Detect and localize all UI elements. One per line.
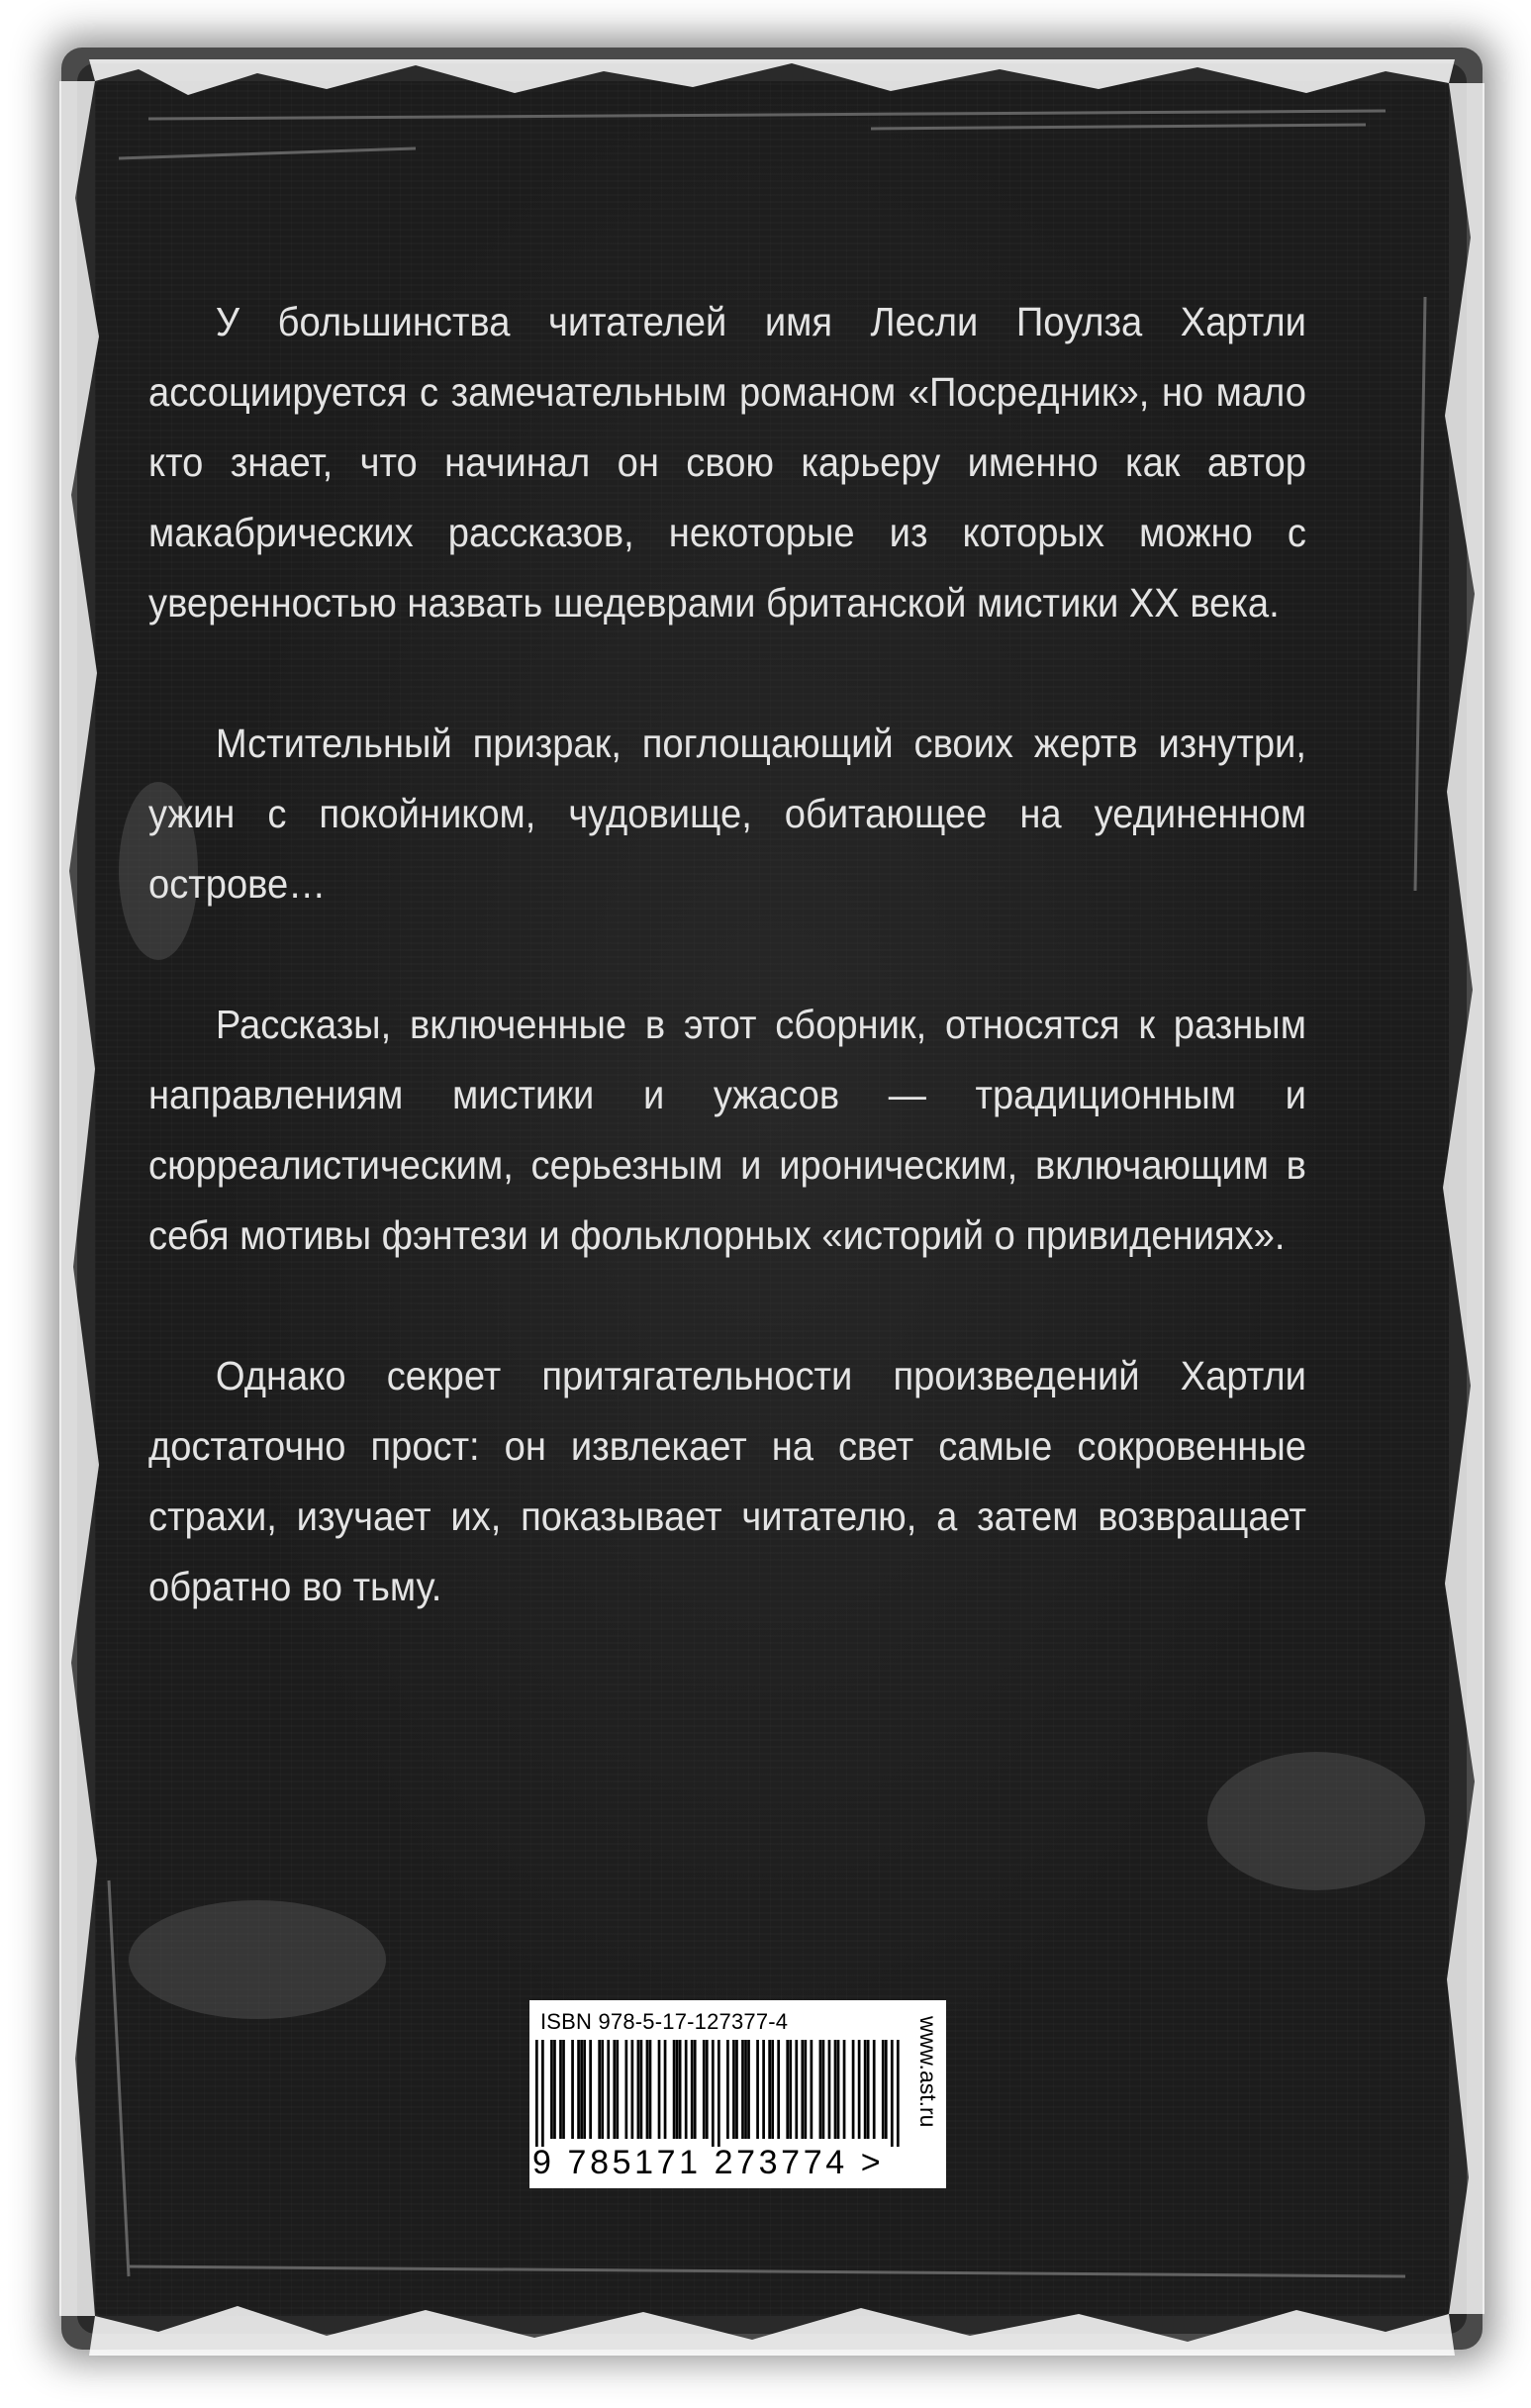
barcode-bars — [535, 2040, 900, 2147]
barcode-bar — [777, 2040, 780, 2139]
blurb-paragraph-1: У большинства читателей имя Лесли Поулза Хартли ассоциируется с замечательным романом «Посредник», но мало кто знает, что начинал он свою карьеру именно как автор макабрических рассказов, некоторые из которых можно с уверенностью назвать шедеврами британской мистики XX века. — [148, 299, 1306, 626]
barcode-bar — [624, 2040, 627, 2139]
ean-digits: 9 785171 273774 > — [532, 2144, 885, 2181]
barcode-bar — [852, 2040, 855, 2139]
barcode-bar — [897, 2040, 900, 2147]
barcode-bar — [744, 2040, 747, 2139]
barcode-bar — [873, 2040, 876, 2139]
barcode-bar — [640, 2040, 643, 2139]
isbn-barcode-block — [529, 2000, 946, 2188]
barcode-bar — [834, 2040, 837, 2139]
barcode-bar — [691, 2040, 694, 2139]
barcode-bar — [577, 2040, 580, 2139]
barcode-bar — [553, 2040, 556, 2139]
barcode-bar — [589, 2040, 592, 2139]
barcode-bar — [607, 2040, 610, 2139]
barcode-bar — [828, 2040, 831, 2139]
barcode-bar — [658, 2040, 661, 2139]
barcode-bar — [726, 2040, 729, 2139]
barcode-bar — [811, 2040, 813, 2139]
barcode-bar — [685, 2040, 688, 2139]
barcode-bar — [541, 2040, 544, 2147]
barcode-bar — [706, 2040, 709, 2139]
barcode-bar — [613, 2040, 616, 2139]
barcode-bar — [562, 2040, 565, 2139]
barcode-bar — [703, 2040, 706, 2139]
barcode-bar — [747, 2040, 750, 2139]
barcode-bar — [676, 2040, 679, 2139]
blurb-text — [148, 287, 1306, 1692]
barcode-bar — [601, 2040, 604, 2139]
barcode-bar — [858, 2040, 861, 2139]
barcode-bar — [819, 2040, 822, 2139]
barcode-bar — [649, 2040, 652, 2139]
barcode-bar — [637, 2040, 640, 2139]
barcode-bar — [616, 2040, 619, 2139]
barcode-bar — [679, 2040, 682, 2139]
barcode-bar — [550, 2040, 553, 2139]
barcode-bar — [732, 2040, 735, 2139]
barcode-bar — [882, 2040, 885, 2139]
barcode-bar — [804, 2040, 807, 2139]
barcode-bar — [885, 2040, 888, 2139]
barcode-bar — [535, 2040, 538, 2147]
barcode-bar — [580, 2040, 583, 2139]
barcode-bar — [712, 2040, 715, 2147]
barcode-bar — [756, 2040, 759, 2139]
barcode-bar — [762, 2040, 765, 2139]
barcode-bar — [583, 2040, 586, 2139]
barcode-bar — [664, 2040, 667, 2139]
barcode-bar — [735, 2040, 738, 2139]
barcode-bar — [843, 2040, 846, 2139]
barcode-bar — [867, 2040, 870, 2139]
barcode-bar — [571, 2040, 574, 2139]
barcode-bar — [771, 2040, 774, 2139]
barcode-bar — [786, 2040, 789, 2139]
publisher-website: www.ast.ru — [915, 2016, 941, 2128]
barcode-bar — [864, 2040, 867, 2139]
barcode-bar — [768, 2040, 771, 2139]
barcode-bar — [891, 2040, 894, 2147]
blurb-paragraph-3: Рассказы, включенные в этот сборник, относятся к разным направлениям мистики и ужасов — традиционным и сюрреалистическим, серьезным и ироническим, включающим в себя мотивы фэнтези и фольклорных «историй о привидениях». — [148, 1002, 1306, 1258]
barcode-bar — [789, 2040, 792, 2139]
barcode-bar — [741, 2040, 744, 2139]
barcode-bar — [795, 2040, 798, 2139]
barcode-bar — [646, 2040, 649, 2139]
barcode-bar — [837, 2040, 840, 2139]
barcode-bar — [694, 2040, 697, 2139]
blurb-paragraph-4: Однако секрет притягательности произведений Хартли достаточно прост: он извлекает на свет самые сокровенные страхи, изучает их, показывает читателю, а затем возвращает обратно во тьму. — [148, 1353, 1306, 1609]
barcode-bar — [631, 2040, 634, 2139]
barcode-bar — [822, 2040, 825, 2139]
barcode-bar — [673, 2040, 676, 2139]
barcode-bar — [801, 2040, 804, 2139]
blurb-paragraph-2: Мстительный призрак, поглощающий своих жертв изнутри, ужин с покойником, чудовище, обитающее на уединенном острове… — [148, 721, 1306, 907]
barcode-bar — [598, 2040, 601, 2139]
barcode-bar — [559, 2040, 562, 2139]
isbn-number: ISBN 978-5-17-127377-4 — [540, 2009, 789, 2034]
barcode-bar — [718, 2040, 720, 2147]
